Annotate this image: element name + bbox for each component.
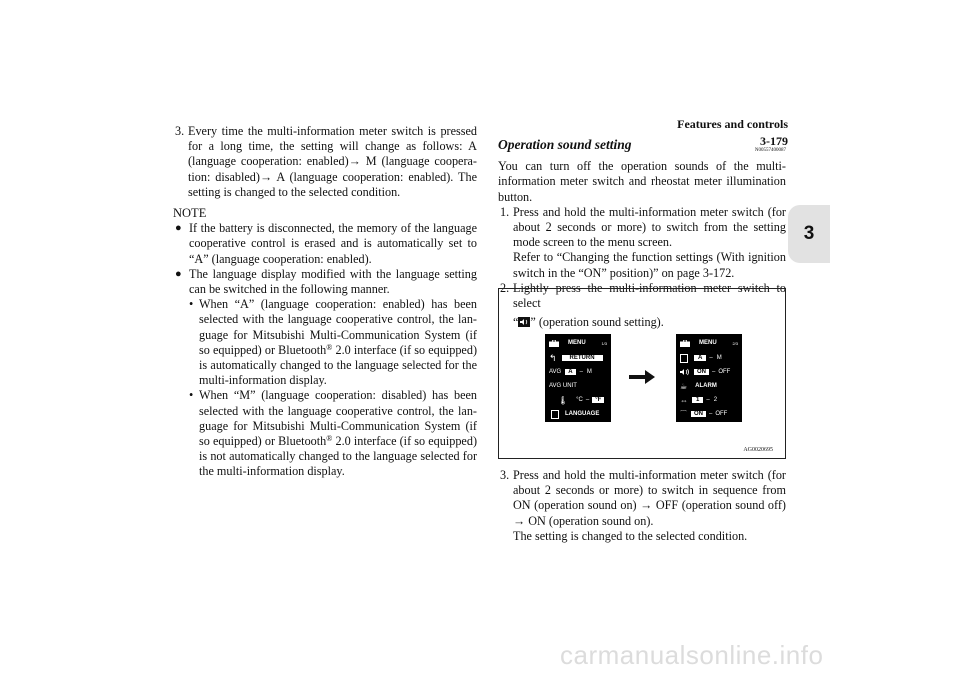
screen1-temp — [545, 393, 611, 407]
bullet-icon: ● — [175, 267, 182, 280]
return-label: RETURN — [562, 355, 603, 361]
screen2-wiper — [676, 407, 742, 421]
screen1-language — [545, 407, 611, 421]
alarm-label: ALARM — [695, 383, 717, 389]
bullet-icon: ● — [175, 222, 182, 235]
left-column — [175, 124, 477, 480]
wiper-on-value: ON — [691, 411, 706, 417]
quote-open: “ — [513, 315, 519, 330]
sub-text-cont: 2.0 interface (if so equipped) is automatically changed to the language selected for the multi-information display. — [199, 342, 477, 388]
sub-bullet-icon: • — [189, 388, 194, 403]
wiper-icon: ⌒ — [680, 411, 687, 418]
sub-bullet-1 — [189, 297, 477, 388]
header-title: Features and controls — [677, 117, 788, 131]
step-text: Press and hold the multi-information meter switch (for about 2 seconds or more) to switch from the setting mode screen to the menu screen. — [513, 204, 786, 250]
screen2-alarm — [676, 379, 742, 393]
screen1-avg-unit — [545, 379, 611, 393]
avg-m-value: M — [586, 369, 592, 375]
note-bullet-2 — [175, 267, 477, 480]
right-arrow-icon — [629, 369, 655, 385]
step-number: 2. — [500, 280, 510, 295]
lang-a-value: A — [694, 355, 706, 361]
sub-text-cont: 2.0 interface (if so equipped) is not automatically changed to the language selected for the multi-information display. — [199, 434, 477, 479]
step-reference: Refer to “Changing the function settings (With ignition switch in the “ON” position)” on page 3-172. — [513, 250, 786, 280]
avg-label: AVG — [549, 369, 562, 375]
sub-text: When “M” (language cooperation: disabled) has been selected with the language cooperative control, the lan-guage for Mitsubishi Multi-Communication System (if so equipped) or Bluetooth — [199, 388, 477, 449]
screen2-language — [676, 351, 742, 365]
menu-screen-1 — [545, 334, 611, 422]
note-bullet-1 — [175, 221, 477, 267]
screen1-avg — [545, 365, 611, 379]
screen2-header — [676, 336, 742, 350]
section-heading — [498, 137, 786, 153]
thermometer-icon: 🌡︎ — [558, 395, 569, 405]
briefcase-icon — [549, 340, 559, 347]
section-title: Operation sound setting — [498, 137, 632, 152]
page-number: 3-179 — [760, 134, 788, 148]
language-icon — [551, 410, 559, 419]
avg-a-value: A — [565, 369, 575, 375]
wiper-off-value: OFF — [715, 411, 728, 417]
registered-mark: ® — [326, 342, 333, 352]
step-1 — [498, 205, 786, 281]
registered-mark: ® — [326, 434, 333, 444]
language-icon — [680, 354, 688, 363]
lang-m-value: M — [716, 355, 722, 361]
temp-f-value: °F — [592, 397, 604, 403]
menu-screen-2 — [676, 334, 742, 422]
turn-dash: – — [706, 397, 710, 403]
temp-c-value: °C — [576, 397, 583, 403]
menu-label: MENU — [568, 340, 586, 346]
turn-2-value: 2 — [713, 397, 718, 403]
sound-dash: – — [712, 369, 716, 375]
item-text: Every time the multi-information meter switch is pressed for a long time, the setting will change as follows: A (language cooperation: enabled)→ M (language coopera-tion: disabled)→ A (language cooperation: enabled). The setting is changed to the selected condition. — [188, 124, 477, 199]
screen2-sound — [676, 365, 742, 379]
screen1-return — [545, 351, 611, 365]
reference-code: N00557400087 — [754, 148, 786, 153]
menu-label: MENU — [699, 340, 717, 346]
sub-bullet-2 — [189, 388, 477, 479]
menu-page: 2/3 — [732, 340, 738, 346]
chapter-number: 3 — [803, 223, 815, 244]
watermark: carmanualsonline.info — [560, 640, 824, 670]
intro-text: You can turn off the operation sounds of the multi-information meter switch and rheostat meter illumination button. — [498, 159, 786, 204]
note-text: If the battery is disconnected, the memory of the language cooperative control is erased and is automatically set to “A” (language cooperation: enabled). — [189, 221, 477, 266]
sub-text: When “A” (language cooperation: enabled) has been selected with the language cooperative control, the lan-guage for Mitsubishi Multi-Communication System (if so equipped) or Bluetooth — [199, 297, 477, 357]
right-column-lower — [500, 468, 786, 544]
note-text: The language display modified with the language setting can be switched in the following manner. — [189, 266, 477, 297]
step-3 — [500, 468, 786, 544]
screen1-header — [545, 336, 611, 350]
avg-dash: – — [579, 369, 583, 375]
item-3 — [175, 124, 477, 200]
turn-1-value: 1 — [692, 397, 703, 403]
note-label: NOTE — [173, 206, 207, 221]
menu-page: 1/3 — [601, 340, 607, 346]
sound-on-value: ON — [694, 369, 709, 375]
briefcase-icon — [680, 340, 690, 347]
turn-signal-icon: ⇔ — [680, 395, 688, 405]
temp-dash: – — [585, 397, 590, 403]
screen2-turn — [676, 393, 742, 407]
step-number: 1. — [500, 204, 510, 219]
language-label: LANGUAGE — [565, 411, 600, 417]
step-text-cont: ” (operation sound setting). — [530, 315, 664, 330]
figure-code: AG0020695 — [743, 447, 773, 453]
coffee-cup-icon: ☕︎ — [680, 381, 688, 391]
figure-box — [498, 288, 786, 459]
sound-off-value: OFF — [718, 369, 731, 375]
item-number: 3. — [175, 124, 185, 138]
return-arrow-icon: ↰ — [549, 352, 557, 363]
lang-dash: – — [709, 355, 713, 361]
avg-unit-label: AVG UNIT — [549, 383, 577, 389]
step-result: The setting is changed to the selected condition. — [513, 528, 748, 543]
sub-bullet-icon: • — [189, 297, 194, 312]
chapter-tab — [788, 205, 830, 263]
speaker-icon — [680, 368, 690, 376]
step-number: 3. — [500, 468, 510, 482]
step-text: Press and hold the multi-information meter switch (for about 2 seconds or more) to switch in sequence from ON (operation sound on) → OFF (operation sound off) → ON (operation sound on). — [513, 468, 786, 528]
wiper-dash: – — [709, 411, 713, 417]
step-text: Lightly press the multi-information meter switch to select — [513, 280, 786, 311]
